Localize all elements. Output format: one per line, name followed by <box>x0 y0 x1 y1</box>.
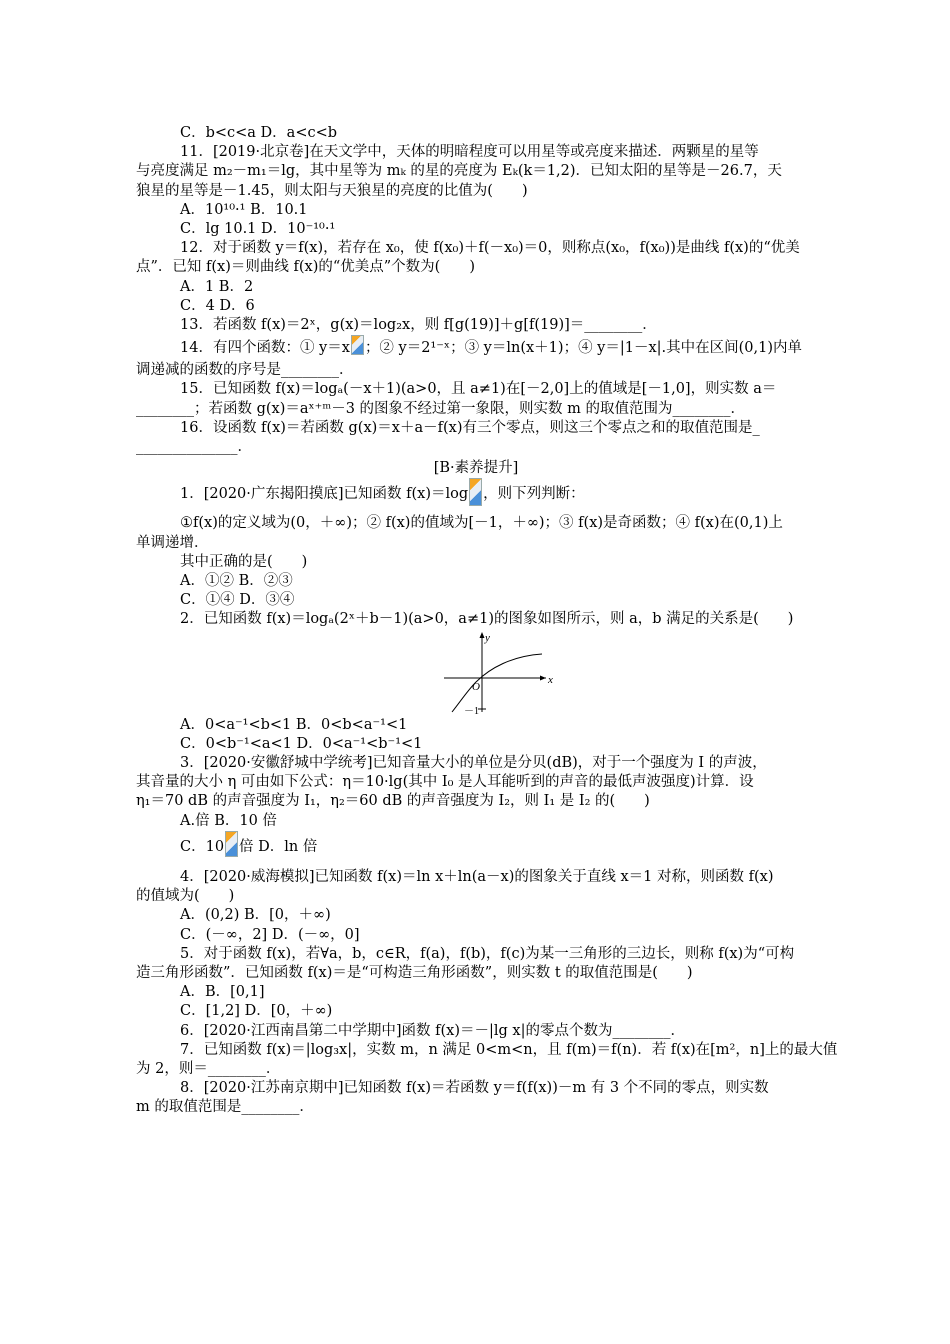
q11-stem-1: 11．[2019·北京卷]在天文学中，天体的明暗程度可以用星等或亮度来描述．两颗星的星等 <box>180 144 759 161</box>
q14-stem-1 <box>136 335 816 361</box>
b5-stem-1: 5．对于函数 f(x)，若∀a，b，c∈R，f(a)，f(b)，f(c)为某一三角形的三边长，则称 f(x)为“可构 <box>180 945 795 962</box>
q12-stem-1: 12．对于函数 y＝f(x)，若存在 x₀，使 f(x₀)＋f(－x₀)＝0，则称点(x₀，f(x₀))是曲线 f(x)的“优美 <box>180 240 800 257</box>
q15-stem-2: ________；若函数 g(x)＝aˣ⁺ᵐ－3 的图象不经过第一象限，则实数 m 的取值范围为________． <box>136 400 746 417</box>
formula-image-icon <box>225 831 238 857</box>
formula-image-icon <box>469 478 482 506</box>
q14-stem-2: 调递减的函数的序号是________． <box>136 362 354 379</box>
b2-options-cd: C．0<b⁻¹<a<1 D．0<a⁻¹<b⁻¹<1 <box>180 735 423 752</box>
b4-stem-2: 的值域为( ) <box>136 888 235 905</box>
b1-options-ab: A．①② B．②③ <box>180 573 293 590</box>
b1-stem-4: 其中正确的是( ) <box>180 553 308 570</box>
b7-stem-1: 7．已知函数 f(x)＝|log₃x|，实数 m，n 满足 0<m<n，且 f(m)＝f(n)．若 f(x)在[m²，n]上的最大值 <box>180 1041 838 1058</box>
b1-stem-1 <box>136 478 816 508</box>
section-heading: [B·素养提升] <box>433 460 519 477</box>
b2-stem: 2．已知函数 f(x)＝logₐ(2ˣ＋b－1)(a>0，a≠1)的图象如图所示，则 a，b 满足的关系是( ) <box>180 611 794 628</box>
b8-stem-1: 8．[2020·江苏南京期中]已知函数 f(x)＝若函数 y＝f(f(x))－m 有 3 个不同的零点，则实数 <box>180 1080 769 1097</box>
q14-text-b: ；② y＝2¹⁻ˣ；③ y＝ln(x＋1)；④ y＝|1－x|.其中在区间(0,1)内单 <box>364 340 803 357</box>
q10-options-cd: C．b<c<a D．a<c<b <box>180 125 338 141</box>
b3-option-d: 倍 D．ln 倍 <box>239 838 318 855</box>
q12-stem-2: 点”．已知 f(x)＝则曲线 f(x)的“优美点”个数为( ) <box>136 259 475 276</box>
b3-stem-1: 3．[2020·安徽舒城中学统考]已知音量大小的单位是分贝(dB)，对于一个强度为 I 的声波， <box>180 755 767 772</box>
y-axis-label: y <box>485 631 490 644</box>
q16-stem-1: 16．设函数 f(x)＝若函数 g(x)＝x＋a－f(x)有三个零点，则这三个零点之和的取值范围是_ <box>180 419 760 436</box>
formula-image-icon <box>351 335 364 355</box>
q11-stem-2: 与亮度满足 m₂－m₁＝lg，其中星等为 mₖ 的星的亮度为 Eₖ(k＝1,2)．已知太阳的星等是－26.7，天 <box>136 163 782 180</box>
b7-stem-2: 为 2，则＝________． <box>136 1060 281 1077</box>
b3-stem-3: η₁＝70 dB 的声音强度为 I₁，η₂＝60 dB 的声音强度为 I₂，则 I₁ 是 I₂ 的( ) <box>136 793 650 810</box>
b4-options-cd: C．(－∞，2] D．(－∞，0] <box>180 926 360 943</box>
x-axis-arrow-icon <box>540 675 546 680</box>
b1-stem-2: ①f(x)的定义域为(0，＋∞)；② f(x)的值域为[－1，＋∞)；③ f(x)是奇函数；④ f(x)在(0,1)上 <box>180 515 783 532</box>
b6-stem: 6．[2020·江西南昌第二中学期中]函数 f(x)＝－|lg x|的零点个数为________． <box>180 1022 685 1039</box>
b5-stem-2: 造三角形函数”．已知函数 f(x)＝是“可构造三角形函数”，则实数 t 的取值范围是( ) <box>136 964 693 981</box>
b4-options-ab: A．(0,2) B．[0，＋∞) <box>180 907 331 924</box>
b3-stem-2: 其音量的大小 η 可由如下公式：η＝10·lg(其中 I₀ 是人耳能听到的声音的最低声波强度)计算．设 <box>136 774 754 791</box>
b4-stem-1: 4．[2020·威海模拟]已知函数 f(x)＝ln x＋ln(a－x)的图象关于直线 x＝1 对称，则函数 f(x) <box>180 868 774 885</box>
q12-options-cd: C．4 D．6 <box>180 297 255 314</box>
b1-text-b: ，则下列判断： <box>483 486 585 503</box>
q12-options-ab: A．1 B．2 <box>180 278 254 295</box>
function-graph-figure <box>136 630 816 716</box>
b1-stem-3: 单调递增． <box>136 534 209 551</box>
function-graph <box>438 630 568 716</box>
b8-stem-2: m 的取值范围是________． <box>136 1099 314 1116</box>
q15-stem-1: 15．已知函数 f(x)＝logₐ(－x＋1)(a>0，且 a≠1)在[－2,0]上的值域是[－1,0]，则实数 a＝ <box>180 381 777 398</box>
x-axis-label: x <box>548 673 553 686</box>
b3-options-cd <box>136 831 816 862</box>
q16-stem-2: ______________． <box>136 439 252 456</box>
q11-stem-3: 狼星的星等是－1.45，则太阳与天狼星的亮度的比值为( ) <box>136 182 528 199</box>
b1-options-cd: C．①④ D．③④ <box>180 592 295 609</box>
origin-label: O <box>472 680 480 693</box>
b1-text-a: 1．[2020·广东揭阳摸底]已知函数 f(x)＝log <box>180 486 469 503</box>
q14-text-a: 14．有四个函数：① y＝x <box>180 340 350 357</box>
b5-options-ab: A．B．[0,1] <box>180 984 265 1001</box>
q11-options-cd: C．lg 10.1 D．10⁻¹⁰·¹ <box>180 221 336 238</box>
b5-options-cd: C．[1,2] D．[0，＋∞) <box>180 1003 333 1020</box>
q11-options-ab: A．10¹⁰·¹ B．10.1 <box>180 201 308 218</box>
y-axis-arrow-icon <box>480 632 485 638</box>
b3-option-c: C．10 <box>180 838 225 855</box>
tick-label: －1 <box>464 705 479 716</box>
b3-options-ab: A.倍 B．10 倍 <box>180 812 277 829</box>
document-page <box>136 124 838 1118</box>
q13-stem: 13．若函数 f(x)＝2ˣ，g(x)＝log₂x，则 f[g(19)]＋g[f(19)]＝________． <box>180 317 657 334</box>
b2-options-ab: A．0<a⁻¹<b<1 B．0<b<a⁻¹<1 <box>180 716 408 733</box>
function-curve <box>452 654 542 712</box>
